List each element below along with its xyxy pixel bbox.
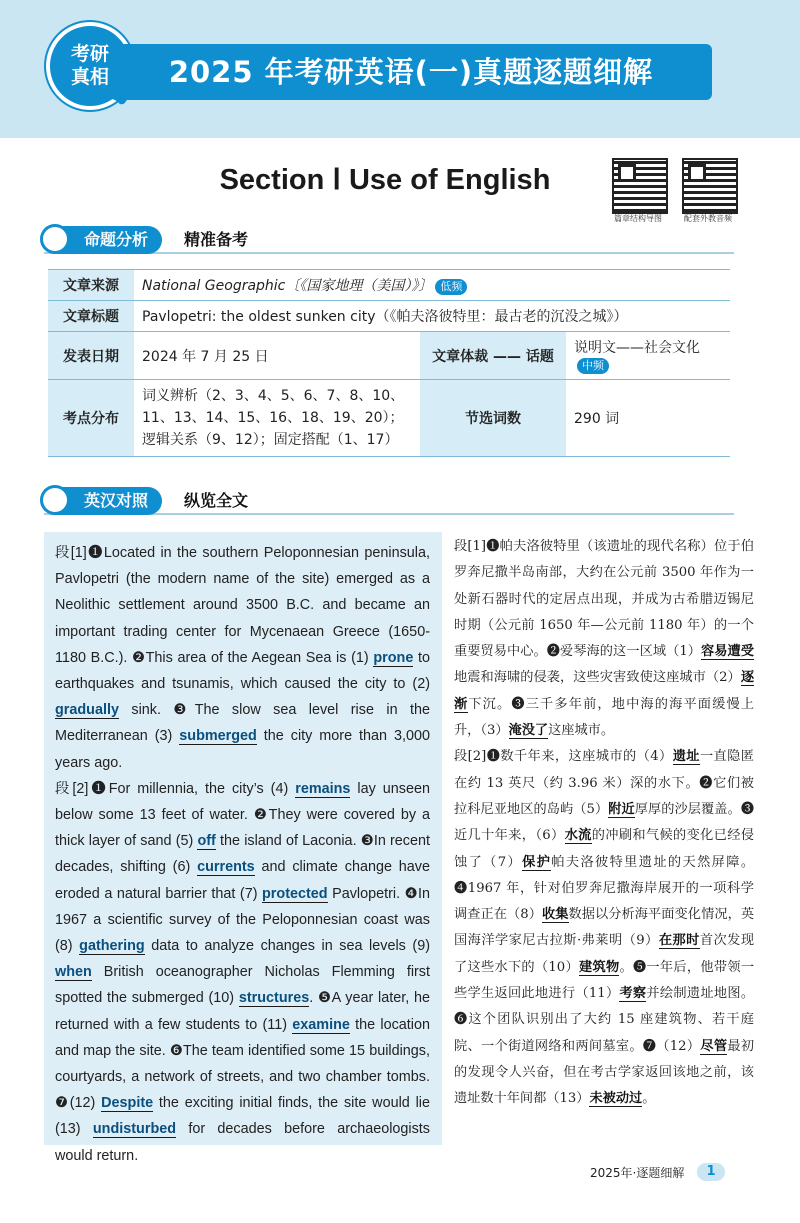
genre-value: 说明文——社会文化 [574,340,700,356]
text: data to analyze changes in sea levels (9) [144,938,430,955]
answer-word: gathering [79,938,145,955]
source-label: 文章来源 [48,270,134,301]
answer-word: undisturbed [92,1121,177,1138]
qr-caption: 配套外教音频 [684,214,732,223]
analysis-pill-label: 命题分析 [84,230,149,249]
genre-cell [566,332,730,380]
frequency-badge: 中频 [577,358,609,374]
logo-text: 考研真相 [70,43,109,88]
title-value: Pavlopetri: the oldest sunken city（《帕夫洛彼特里：最古老的沉没之城》） [134,301,730,332]
text: sink. ❸The slow sea level rise in the Mediterranean (3) [55,702,430,745]
chinese-paragraph-2 [454,744,754,1112]
title-label: 文章标题 [48,301,134,332]
words-label: 节选词数 [420,380,566,457]
analysis-subtitle: 精准备考 [184,230,249,249]
text: 并绘制遗址地图。❻这个团队识别出了大约 15 座建筑物、若干庭院、一个街道网络和两间墓室。❼（12） [454,986,755,1054]
bilingual-pill-label: 英汉对照 [84,491,149,510]
page-number: 1 [697,1163,725,1181]
footer-label: 2025年·逐题细解 [590,1166,685,1180]
text: and climate change have eroded a natural barrier that (7) [55,859,430,902]
text: 的冲刷和气候的变化已经侵蚀了（7） [454,828,755,870]
header-banner [0,0,800,138]
text: 数据以分析海平面变化情况，英国海洋学家尼古拉斯·弗莱明（9） [454,907,755,949]
text: 厚厚的沙层覆盖。❸近几十年来，（6） [454,801,755,844]
answer-word: off [197,833,216,850]
text: 。 [642,1091,656,1107]
answer-word: when [55,964,92,981]
source-cell [134,270,730,301]
text: 下沉。❸三千多年前，地中海的海平面缓慢上升，（3） [454,696,755,739]
answer-word: remains [295,780,351,797]
answer-word: Despite [101,1095,154,1112]
answer-word: 附近 [608,801,635,817]
answer-word: currents [197,859,255,876]
answer-word: 保护 [522,854,552,870]
article-info-table [48,269,730,457]
answer-word: gradually [55,702,119,719]
text: 段[2]❶For millennia, the city’s (4) [55,780,296,797]
text: to earthquakes and tsunamis, which caused the city to (2) [55,649,430,693]
text: 段[2]❶数千年来，这座城市的（4） [454,749,673,765]
qr-code-icon[interactable] [682,158,738,214]
bilingual-subtitle: 纵览全文 [184,491,249,510]
text: for decades before archaeologists would return. [55,1121,430,1164]
answer-word: protected [262,885,328,902]
answer-word: structures [238,990,310,1007]
answer-word: 考察 [619,986,647,1002]
text: 地震和海啸的侵袭，这些灾害致使这座城市（2） [454,670,741,686]
words-value: 290 词 [566,380,730,457]
answer-word: 建筑物 [578,959,620,975]
text: Pavlopetri. ❹In 1967 a scientific survey of the Peloponnesian coast was (8) [55,885,430,955]
text: the city more than 3,000 years ago. [55,728,430,771]
text: British oceanographer Nicholas Flemming first spotted the submerged (10) [55,964,430,1007]
section-title: Section Ⅰ Use of English [219,164,551,196]
points-value: 词义辨析（2、3、4、5、6、7、8、10、11、13、14、15、16、18、19、20）；逻辑关系（9、12）；固定搭配（1、17） [134,380,420,457]
date-value: 2024 年 7 月 25 日 [134,332,420,380]
table-row [48,380,730,457]
text: the location and map the site. ❻The team identified some 15 buildings, courtyards, a network of streets, and two chamber tombs. ❼(12) [55,1016,431,1112]
date-label: 发表日期 [48,332,134,380]
genre-label: 文章体裁 —— 话题 [420,332,566,380]
text: 最初的发现令人兴奋，但在考古学家返回该地之前，该遗址数十年间都（13） [454,1038,755,1107]
text: 。❺一年后，他带领一些学生返回此地进行（11） [454,959,755,1002]
answer-word: 淹没了 [508,723,549,739]
text: 段[1]❶Located in the southern Peloponnesian peninsula, Pavlopetri (the modern name of the site) emerged as a Neolithic settlement around 3500 B.C. and became an important trading center for Mycenaean Greece (1650-1180 B.C.). ❷This area of the Aegean Sea is (1) [55,545,430,666]
answer-word: 遗址 [672,749,700,765]
frequency-badge: 低频 [435,279,467,295]
text: lay unseen below some 13 feet of water. ❷They were covered by a thick layer of sand (5) [55,780,430,850]
answer-word: 在那时 [658,933,700,949]
english-paragraph-1 [55,540,430,776]
bilingual-heading [44,487,744,517]
text: 这座城市。 [548,723,615,739]
answer-word: examine [292,1016,350,1033]
text: . ❺A year later, he returned with a few students to (11) [55,990,430,1033]
answer-word: 收集 [542,907,569,923]
text: the island of Laconia. ❸In recent decades, shifting (6) [55,833,430,876]
english-paragraph-2 [55,776,430,1169]
answer-word: prone [373,649,414,666]
answer-word: 逐渐 [454,670,754,712]
table-row [48,301,730,332]
answer-word: 尽管 [700,1038,728,1054]
table-row [48,332,730,380]
text: 帕夫洛彼特里遗址的天然屏障。❹1967 年，针对伯罗奔尼撒海岸展开的一项科学调查正在（8） [454,854,755,923]
points-label: 考点分布 [48,380,134,457]
analysis-heading [44,226,744,256]
magnifier-icon [40,224,70,254]
answer-word: 未被动过 [589,1091,643,1107]
qr-caption: 篇章结构导图 [614,214,662,223]
chinese-paragraph-1 [454,534,754,744]
source-value: National Geographic〔《国家地理（美国）》〕 [142,278,433,294]
text: 段[1]❶帕夫洛彼特里（该遗址的现代名称）位于伯罗奔尼撒半岛南部，大约在公元前 3500 年作为一处新石器时代的定居点出现，并成为古希腊迈锡尼时期（公元前 1650 年—公元前 1180 年）的一个重要贸易中心。❷爱琴海的这一区域（1） [454,539,754,660]
qr-code-icon[interactable] [612,158,668,214]
chinese-text-panel [454,534,754,1113]
text: 首次发现了这些水下的（10） [454,933,755,975]
answer-word: 水流 [564,828,592,844]
text: 一直隐匿在约 13 英尺（约 3.96 米）深的水下。❷它们被拉科尼亚地区的岛屿（5） [454,749,754,817]
answer-word: submerged [179,728,257,745]
answer-word: 容易遭受 [701,644,754,660]
page-title: 2025 年考研英语(一)真题逐题细解 [110,44,712,100]
magnifier-icon [40,485,70,515]
table-row [48,270,730,301]
english-text-panel [44,532,442,1164]
text: the exciting initial finds, the site would lie (13) [55,1095,430,1138]
